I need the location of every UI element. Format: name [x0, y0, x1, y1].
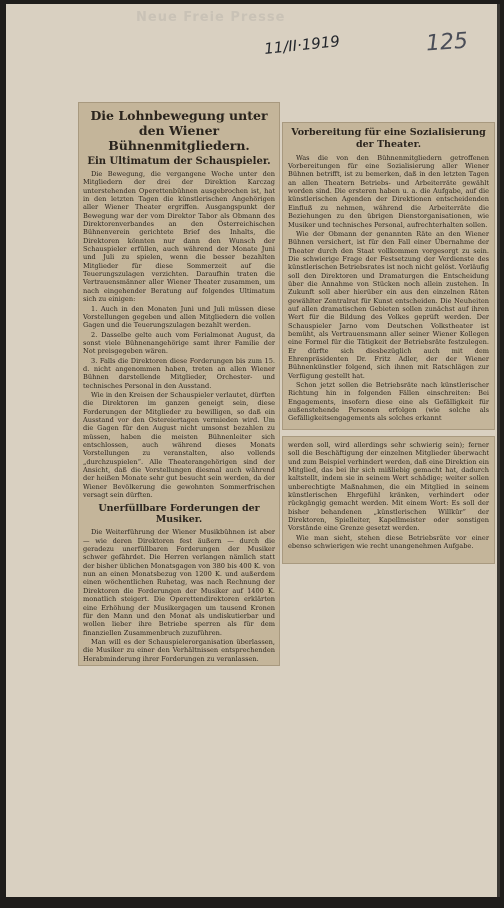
article-paragraph: Die Bewegung, die vergangene Woche unter den Mitgliedern der drei der Direktion Karczag unterstehenden Operettenbühnen ausgebrochen ist, hat in den letzten Tagen die künstlerischen Angehörigen aller Wiener Theater ergriffen. Ausgangspunkt der Bewegung war der vom Direktor Tabor als Obmann des Direktorenverbandes an den Österreichischen Bühnenverein gerichtete Brief des Inhalts, die Direktoren könnten nur dann den Wunsch der Schauspieler erfüllen, auch während der Monate Juni und Juli zu spielen, wenn die besser bezahlten Mitglieder für diese Sommerzeit auf die Teuerungszulagen verzichten. Daraufhin traten die Vertrauensmänner aller Wiener Theater zusammen, um nach eingehender Beratung auf folgendes Ultimatum sich zu einigen: [83, 170, 275, 304]
article-paragraph: 2. Dasselbe gelte auch vom Ferialmonat August, da sonst viele Bühnenangehörige samt ihrer Familie der Not preisgegeben wären. [83, 330, 275, 356]
article-paragraph: Was die von den Bühnenmitgliedern getroffenen Vorbereitungen für eine Sozialisierung aller Wiener Bühnen betrifft, ist zu bemerken, daß in den letzten Tagen an allen Theatern Betriebs- und Arbeiterräte gewählt worden sind. Die ersteren haben u. a. die Aufgabe, auf die künstlerischen Agenden der Direktionen entscheidenden Einfluß zu nehmen, während die Arbeiterräte die Beziehungen zu den übrigen Dienstorganisationen, wie Musiker und technisches Personal, aufrechterhalten sollen. [288, 153, 489, 229]
article-headline: Vorbereitung für eine Sozialisierung der Theater. [291, 127, 486, 150]
clipping-continuation [282, 436, 495, 564]
newspaper-masthead: Neue Freie Presse [136, 10, 286, 25]
handwritten-date: 11/II·1919 [263, 32, 341, 58]
archive-sheet [6, 4, 500, 897]
article-paragraph: Wie in den Kreisen der Schauspieler verlautet, dürften die Direktoren im ganzen geneigt sein, diese Forderungen der Mitglieder zu bewilligen, so daß ein Ausstand vor den Ostereiertagen vermieden wird. Um die Gagen für den August nicht umsonst bezahlen zu müssen, haben die meisten Bühnenleiter sich entschlossen, auch während dieses Monats Vorstellungen zu veranstalten, also vollends „durchzuspielen“. Alle Theaterangehörigen sind der Ansicht, daß die Vorstellungen diesmal auch während der heißen Monate sehr gut besucht sein werden, da der Wiener Bevölkerung die gewohnten Sommerfrischen versagt sein dürften. [83, 390, 275, 500]
clipping-lohnbewegung [78, 102, 280, 666]
article-paragraph: Wie man sieht, stehen diese Betriebsräte vor einer ebenso schwierigen wie recht unangenehmen Aufgabe. [288, 533, 489, 551]
article-subhead: Ein Ultimatum der Schauspieler. [87, 156, 271, 167]
article-paragraph: Die Weiterführung der Wiener Musikbühnen ist aber — wie deren Direktoren fest äußern — durch die geradezu unerfüllbaren Forderungen der Musiker schwer gefährdet. Die Herren verlangen nämlich statt der bisher üblichen Monatsgagen von 380 bis 400 K. von nun an einen Monatsbezug von 1200 K. und außerdem einen wöchentlichen Ruhetag, was nach Rechnung der Direktoren die Forderungen der Musiker auf 1400 K. monatlich steigert. Die Operettendirektoren erklärten eine Erhöhung der Musikergagen um tausend Kronen für den Mann und den Monat als undiskutierbar und wollen lieber ihre Betriebe sperren als für dem finanziellen Zusammenbruch zuzuführen. [83, 528, 275, 637]
article-paragraph: werden soll, wird allerdings sehr schwierig sein); ferner soll die Beschäftigung der einzelnen Mitglieder überwacht und zum Beispiel verhindert werden, daß eine Direktion ein Mitglied, das bei ihr sich mißliebig gemacht hat, dadurch kaltstellt, indem sie in seinem Wert schädige; weiter sollen unberechtigte Maßnahmen, die ein Mitglied in seinem künstlerischen Ehrgefühl kränken, verhindert oder rückgängig gemacht werden. Mit einem Wort: Es soll der bisher behandenen „künstlerischen Willkür“ der Direktoren, Spielleiter, Kapellmeister oder sonstigen Vorstände eine Grenze gesetzt werden. [288, 441, 489, 533]
article-headline: Die Lohnbewegung unter den Wiener Bühnenmitgliedern. [90, 108, 268, 153]
section-heading: Unerfüllbare Forderungen der Musiker. [98, 503, 260, 526]
article-paragraph: Wie der Obmann der genannten Räte an den Wiener Bühnen versichert, ist für den Fall einer Übernahme der Theater durch den Staat vollkommen vorgesorgt zu sein. Die schwierige Frage der Festsetzung der Verdienste des künstlerischen Betriebsrates ist noch nicht gelöst. Vorläufig soll den Direktoren und Dramaturgen die Entscheidung über die Annahme von Stücken noch allein zustehen. In Zukunft soll aber hierüber ein aus den einzelnen Räten gewählter Zentralrat für Kunst entscheiden. Die Neuheiten auf allen dramatischen Gebieten sollen zunächst auf ihren Wert für die Bildung des Volkes geprüft werden. Der Schauspieler Jarno vom Deutschen Volkstheater ist bemüht, als Vertrauensmann aller seiner Wiener Kollegen eine Formel für die Tätigkeit der Betriebsräte festzulegen. Er dürfte sich diesbezüglich auch mit dem Ehrenpräsidenten Dr. Fritz Adler, der der Wiener Bühnenkünstler folgend, sich ihnen mit Ratschlägen zur Verfügung gestellt hat. [288, 229, 489, 380]
handwritten-page-number: 125 [425, 28, 469, 57]
article-paragraph: Man will es der Schauspielerorganisation überlassen, die Musiker zu einer den Verhältnissen entsprechenden Herabminderung ihrer Forderungen zu veranlassen. [83, 637, 275, 663]
clipping-sozialisierung [282, 122, 495, 430]
article-paragraph: 3. Falls die Direktoren diese Forderungen bis zum 15. d. nicht angenommen haben, treten an allen Wiener Bühnen darstellende Mitglieder, Orchester- und technisches Personal in den Ausstand. [83, 356, 275, 390]
article-paragraph: 1. Auch in den Monaten Juni und Juli müssen diese Vorstellungen gegeben und allen Mitgliedern die vollen Gagen und die Teuerungszulagen bezahlt werden. [83, 304, 275, 330]
article-paragraph: Schon jetzt sollen die Betriebsräte nach künstlerischer Richtung hin in folgenden Fällen einschreiten: Bei Engagements, insofern diese eine als Gefälligkeit für außenstehende Personen erfolgen (wie solche als Gefälligkeitsengagements als solches erkannt [288, 381, 489, 423]
